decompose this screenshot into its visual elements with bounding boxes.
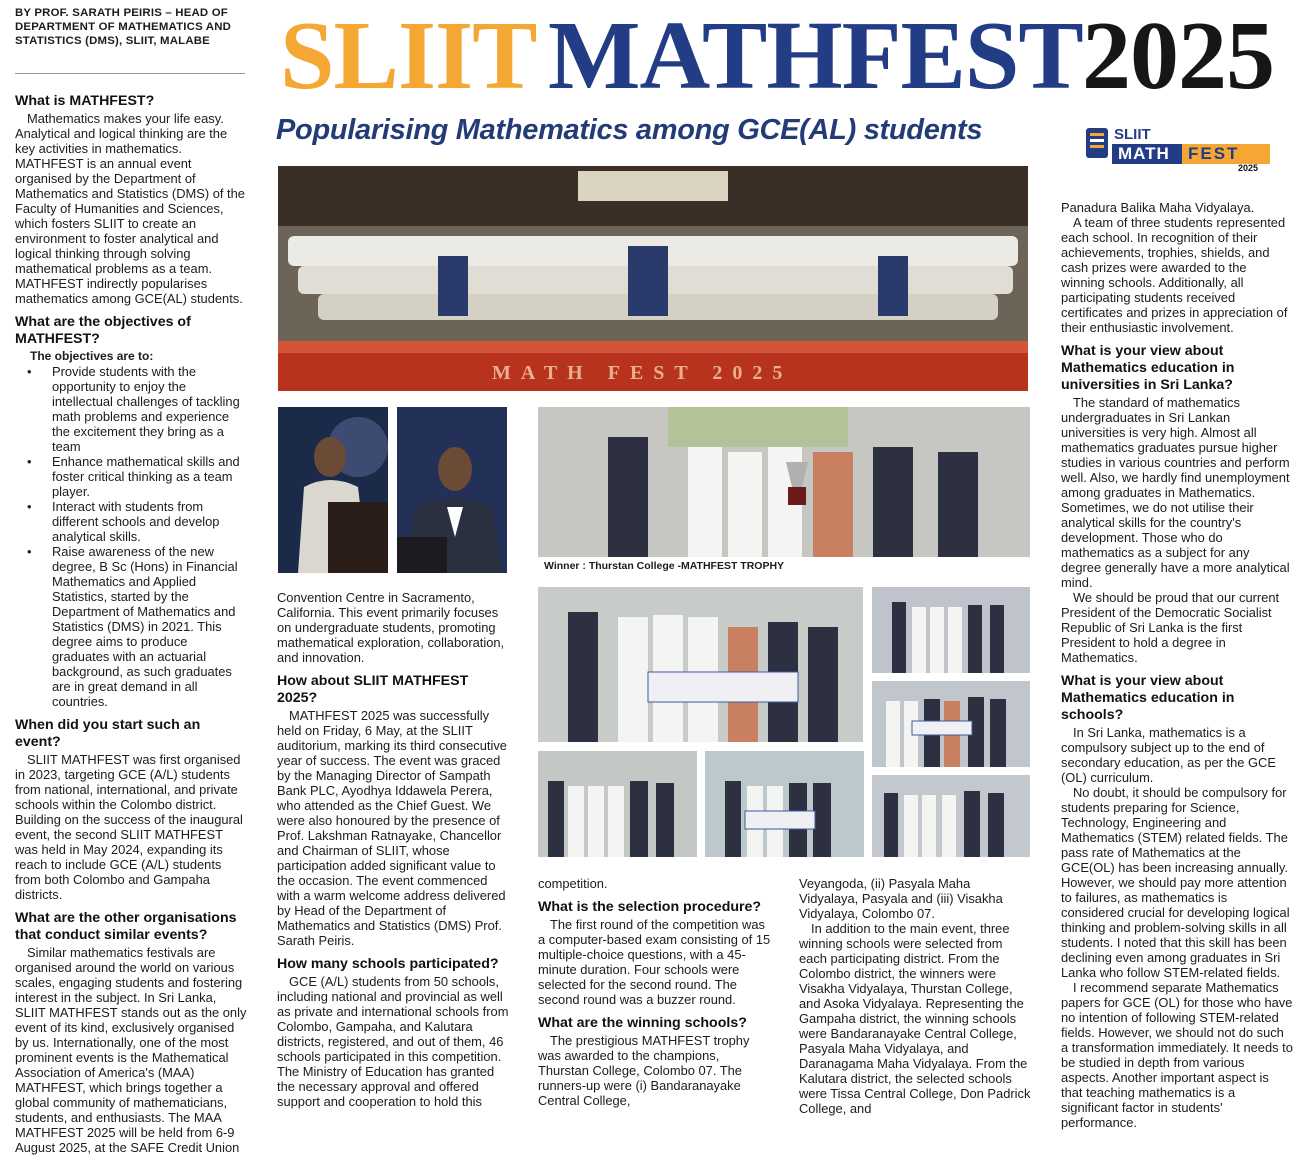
article-column-3 (538, 876, 772, 1108)
byline: BY PROF. SARATH PEIRIS – HEAD OF DEPARTMENT OF MATHEMATICS AND STATISTICS (DMS), SLIIT, MALABE (15, 7, 232, 47)
winner-caption: Winner : Thurstan College -MATHFEST TROPHY (544, 560, 785, 572)
paragraph: In addition to the main event, three winning schools were selected from each participating district. From the Colombo district, the winners were Visakha Vidyalaya, Thurstan College, and Asoka Vidyalaya. Representing the Gampaha district, the winning schools were Bandaranayake Central College, Pasyala Maha Vidyalaya, and Daranagama Maha Vidyalaya. From the Kalutara district, the selected schools were Tissa Central College, Don Padrick College, and (799, 921, 1031, 1116)
logo-sliit: SLIIT (1114, 126, 1151, 143)
headline-year: 2025 (1082, 2, 1274, 110)
award-photo-6 (872, 775, 1030, 857)
paragraph: competition. (538, 876, 608, 891)
article-column-4 (799, 876, 1033, 1116)
logo-math: MATH (1118, 144, 1170, 163)
heading: What is your view about Mathematics education in universities in Sri Lanka? (1061, 343, 1235, 393)
award-photo-2 (872, 587, 1030, 673)
list-intro: The objectives are to: (30, 349, 154, 363)
paragraph: In Sri Lanka, mathematics is a compulsory subject up to the end of secondary education, as per the GCE (OL) curriculum. (1061, 725, 1276, 785)
article-column-5 (1061, 200, 1293, 1130)
award-photo-3 (872, 681, 1030, 767)
heading: What is the selection procedure? (538, 899, 762, 915)
paragraph: Similar mathematics festivals are organised around the world on various scales, engaging students and fostering interest in the subject. In Sri Lanka, SLIIT MATHFEST stands out as the only event of its kind, exclusively organised by us. Internationally, one of the most prominent events is the Mathematical Association of America's (MAA) MATHFEST, which brings together a global community of mathematicians, students, and enthusiasts. The MAA MATHFEST 2025 will be held from 6-9 August 2025, at the SAFE Credit Union (15, 945, 247, 1155)
paragraph: MATHFEST 2025 was successfully held on Friday, 6 May, at the SLIIT auditorium, marking its third consecutive year of success. The event was graced by the Managing Director of Sampath Bank PLC, Ayodhya Iddawela Perera, who attended as the Chief Guest. We were also honoured by the presence of Prof. Lakshman Ratnayake, Chancellor and Chairman of SLIIT, whose participation added significant value to the occasion. The event commenced with a warm welcome address delivered by Head of the Department of Mathematics and Statistics (DMS) Prof. Sarath Peiris. (277, 708, 507, 948)
logo-fest: FEST (1188, 144, 1240, 163)
paragraph: Panadura Balika Maha Vidyalaya. (1061, 200, 1255, 215)
logo-year: 2025 (1238, 163, 1259, 173)
divider (15, 73, 245, 74)
paragraph: SLIIT MATHFEST was first organised in 2023, targeting GCE (A/L) students from national, international, and private schools within the Colombo district. Building on the success of the inaugural event, the second SLIIT MATHFEST was held in May 2024, expanding its reach to include GCE (A/L) students from both Colombo and Gampaha districts. (15, 752, 243, 902)
heading: What are the other organisations that conduct similar events? (15, 910, 237, 943)
paragraph: The standard of mathematics undergraduates in Sri Lankan universities is very high. Almost all mathematics graduates pursue higher studies in various countries and perform well. Also, we hardly find unemployment among graduates in Mathematics. Sometimes, we do not utilise their analytical skills for the country's development. Those who do mathematics as a subject for any degree generally have a more analytical mind. (1061, 395, 1290, 590)
heading: When did you start such an event? (15, 717, 201, 750)
list-item: • Enhance mathematical skills and foster critical thinking as a team player. (52, 454, 247, 499)
list-item: • Raise awareness of the new degree, B Sc (Hons) in Financial Mathematics and Applied Statistics, started by the Department of Mathematics and Statistics (DMS) in 2021. This degree aims to produce graduates with an actuarial background, as such graduates are in great demand in all countries. (52, 544, 247, 709)
headline-subtitle: Popularising Mathematics among GCE(AL) students (276, 114, 983, 146)
heading: What are the objectives of MATHFEST? (15, 314, 191, 347)
award-photo-5 (705, 751, 864, 857)
objectives-list (15, 364, 247, 709)
list-item: • Interact with students from different schools and develop analytical skills. (52, 499, 247, 544)
heading: What is your view about Mathematics education in schools? (1061, 673, 1235, 723)
speaker-photo-1 (278, 407, 388, 573)
paragraph: GCE (A/L) students from 50 schools, including national and provincial as well as private and international schools from Colombo, Gampaha, and Kalutara districts, registered, and out of them, 46 schools participated in this competition. The Ministry of Education has granted the necessary approval and offered support and cooperation to hold this (277, 974, 509, 1109)
trophy-photo (538, 407, 1030, 557)
paragraph: Veyangoda, (ii) Pasyala Maha Vidyalaya, Pasyala and (iii) Visakha Vidyalaya, Colombo 07. (799, 876, 1003, 921)
heading: How many schools participated? (277, 956, 499, 972)
headline-sliit: SLIIT (280, 2, 537, 110)
paragraph: The prestigious MATHFEST trophy was awarded to the champions, Thurstan College, Colombo 07. The runners-up were (i) Bandaranayake Central College, (538, 1033, 750, 1108)
heading: What is MATHFEST? (15, 93, 155, 109)
award-photo-1 (538, 587, 863, 742)
heading: What are the winning schools? (538, 1015, 747, 1031)
article-column-1 (15, 93, 247, 1155)
headline-mathfest: MATHFEST (548, 2, 1083, 110)
stage-banner-text: MATH FEST 2025 (492, 362, 793, 384)
paragraph: We should be proud that our current President of the Democratic Socialist Republic of Sri Lanka is the first President to hold a degree in Mathematics. (1061, 590, 1280, 665)
paragraph: I recommend separate Mathematics papers for GCE (OL) for those who have no intention of following STEM-related fields. However, we should not do such a transformation immediately. It needs to be studied in depth from various aspects. Another important aspect is that teaching mathematics is a significant factor in students' performance. (1061, 980, 1293, 1130)
paragraph: No doubt, it should be compulsory for students preparing for Science, Technology, Engineering and Mathematics (STEM) related fields. The pass rate of Mathematics at the GCE(OL) has been increasing annually. However, we should pay more attention to failures, as mathematics is considered crucial for developing logical thinking and problem-solving skills in all students. I noted that this skill has been declining even among graduates in Sri Lanka who follow STEM-related fields. (1061, 785, 1290, 980)
paragraph: The first round of the competition was a computer-based exam consisting of 15 multiple-choice questions, with a 45-minute duration. Four schools were selected for the second round. The second round was a buzzer round. (538, 917, 771, 1007)
paragraph: Mathematics makes your life easy. Analytical and logical thinking are the key activities in mathematics. MATHFEST is an annual event organised by the Department of Mathematics and Statistics (DMS) of the Faculty of Humanities and Sciences, which fosters SLIIT to create an environment to foster analytical and logical thinking through solving mathematical problems as a team. MATHFEST indirectly popularises mathematics among GCE(AL) students. (15, 111, 245, 306)
heading: How about SLIIT MATHFEST 2025? (277, 673, 469, 706)
list-item: • Provide students with the opportunity to enjoy the intellectual challenges of tackling math problems and experience the excitement they bring as a team (52, 364, 247, 454)
paragraph: Convention Centre in Sacramento, California. This event primarily focuses on undergraduate students, promoting mathematical exploration, collaboration, and innovation. (277, 590, 505, 665)
paragraph: A team of three students represented each school. In recognition of their achievements, trophies, shields, and cash prizes were awarded to the winning schools. Additionally, all participating students received certificates and prizes in appreciation of their enthusiastic involvement. (1061, 215, 1288, 335)
group-photo (278, 166, 1028, 391)
mathfest-logo (1084, 126, 1274, 174)
article-column-2 (277, 590, 509, 1109)
award-photo-4 (538, 751, 697, 857)
speaker-photo-2 (397, 407, 507, 573)
